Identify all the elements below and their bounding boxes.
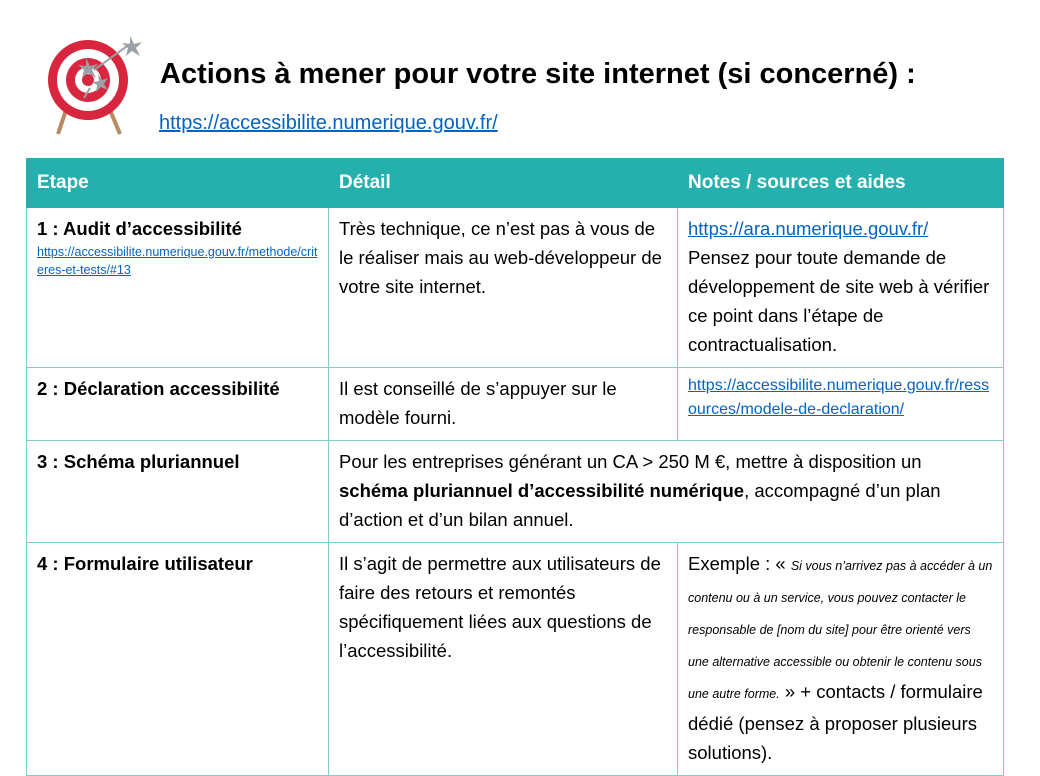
step-cell	[27, 368, 329, 441]
example-prefix: Exemple : «	[688, 553, 791, 574]
detail-cell: Il est conseillé de s’appuyer sur le modèle fourni.	[329, 368, 678, 441]
target-with-darts-icon	[44, 30, 154, 140]
example-suffix: » + contacts / formulaire dédié (pensez à proposer plusieurs solutions).	[688, 681, 983, 763]
note-cell	[678, 543, 1004, 776]
column-header-etape: Etape	[27, 159, 329, 208]
table-row	[27, 208, 1004, 368]
table-row	[27, 441, 1004, 543]
actions-table	[26, 158, 1004, 776]
detail-bold: schéma pluriannuel d’accessibilité numérique	[339, 480, 745, 501]
detail-cell: Très technique, ce n’est pas à vous de le réaliser mais au web-développeur de votre site internet.	[329, 208, 678, 368]
step-cell	[27, 543, 329, 776]
ara-link[interactable]: https://ara.numerique.gouv.fr/	[688, 218, 929, 239]
detail-text-end: , accompagné d’un plan d’action et d’un bilan annuel.	[339, 480, 941, 530]
note-text: Pensez pour toute demande de développement de site web à vérifier ce point dans l’étape de contractualisation.	[688, 247, 990, 355]
step-name: 4 : Formulaire utilisateur	[37, 553, 253, 574]
example-quote: Si vous n’arrivez pas à accéder à un contenu ou à un service, vous pouvez contacter le responsable de [nom du site] pour être orienté vers une alternative accessible ou obtenir le contenu sous une autre forme.	[688, 559, 993, 701]
detail-cell: Il s’agit de permettre aux utilisateurs de faire des retours et remontés spécifiquement liées aux questions de l’accessibilité.	[329, 543, 678, 776]
criteria-link[interactable]: https://accessibilite.numerique.gouv.fr/methode/criteres-et-tests/#13	[37, 245, 318, 277]
note-cell	[678, 368, 1004, 441]
declaration-model-link[interactable]: https://accessibilite.numerique.gouv.fr/ressources/modele-de-declaration/	[688, 377, 990, 418]
note-cell	[678, 208, 1004, 368]
accessibility-link[interactable]: https://accessibilite.numerique.gouv.fr/	[159, 112, 498, 134]
table-header-row	[27, 159, 1004, 208]
column-header-detail: Détail	[329, 159, 678, 208]
step-cell	[27, 208, 329, 368]
detail-cell	[329, 441, 1004, 543]
detail-text: Pour les entreprises générant un CA > 250 M €, mettre à disposition un	[339, 451, 922, 472]
table-row	[27, 368, 1004, 441]
step-name: 1 : Audit d’accessibilité	[37, 218, 242, 239]
column-header-notes: Notes / sources et aides	[678, 159, 1004, 208]
table-row	[27, 543, 1004, 776]
step-cell	[27, 441, 329, 543]
page-title: Actions à mener pour votre site internet (si concerné) :	[160, 58, 916, 90]
step-name: 2 : Déclaration accessibilité	[37, 378, 280, 399]
step-name: 3 : Schéma pluriannuel	[37, 451, 240, 472]
